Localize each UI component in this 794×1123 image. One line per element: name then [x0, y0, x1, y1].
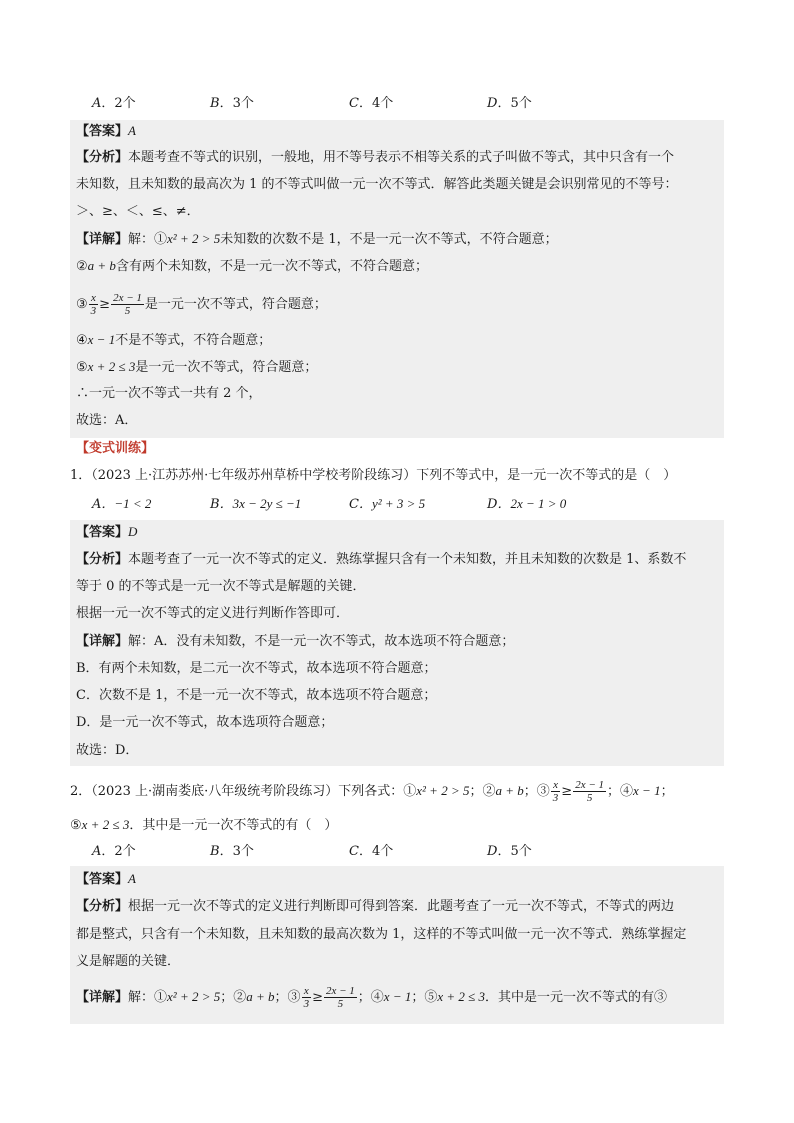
q1-detail-line-3: C．次数不是 1，不是一元一次不等式，故本选项不符合题意； — [76, 688, 437, 703]
q1-answer-line: 【答案】D — [76, 524, 138, 540]
fraction: $\frac{2x - 1}{5}$ — [113, 292, 142, 317]
option-d: D．5个 — [487, 96, 532, 111]
q2-analysis-line-1: 【分析】根据一元一次不等式的定义进行判断即可得到答案．此题考查了一元一次不等式，不等式的两边 — [76, 899, 675, 914]
q2-analysis-line-2: 都是整式，只含有一个未知数，且未知数的最高次数为 1，这样的不等式叫做一元一次不等式．熟练掌握定 — [76, 927, 687, 942]
question-2-stem-line-1: 2．（2023 上·湖南娄底·八年级统考阶段练习）下列各式：①x² + 2 > 5；②a + b；③ $\frac{x}{3}$ ≥ $\frac{2x - 1}{5}$ ；④x − 1； — [70, 779, 674, 804]
fraction: $\frac{x}{3}$ — [90, 292, 97, 317]
detail-line-5: ⑤x + 2 ≤ 3是一元一次不等式，符合题意； — [76, 359, 318, 375]
fraction: $\frac{x}{3}$ — [303, 985, 310, 1010]
option-a: A．2个 — [92, 96, 136, 111]
detail-line-2: ②a + b含有两个未知数，不是一元一次不等式，不符合题意； — [76, 258, 428, 274]
question-1-stem: 1．（2023 上·江苏苏州·七年级苏州草桥中学校考阶段练习）下列不等式中，是一元一次不等式的是（ ） — [70, 468, 677, 483]
q2-analysis-line-3: 义是解题的关键． — [76, 954, 181, 969]
section-title: 【变式训练】 — [76, 441, 155, 456]
fraction: $\frac{2x - 1}{5}$ — [325, 985, 355, 1010]
detail-line-4: ④x − 1不是不等式，不符合题意； — [76, 332, 272, 348]
q1-option-c: C．y² + 3 > 5 — [349, 496, 426, 512]
q2-option-b: B．3个 — [210, 844, 254, 859]
q2-option-d: D．5个 — [487, 844, 532, 859]
q1-detail-line-1: 【详解】解：A．没有未知数，不是一元一次不等式，故本选项不符合题意； — [76, 634, 515, 649]
q1-detail-line-4: D．是一元一次不等式，故本选项符合题意； — [76, 715, 334, 730]
detail-line-3: ③ $\frac{x}{3}$ ≥ $\frac{2x - 1}{5}$ 是一元一次不等式，符合题意； — [76, 292, 327, 317]
q2-option-c: C．4个 — [349, 844, 394, 859]
q1-detail-line-2: B．有两个未知数，是二元一次不等式，故本选项不符合题意； — [76, 661, 437, 676]
option-b: B．3个 — [210, 96, 254, 111]
q1-analysis-line-2: 等于 0 的不等式是一元一次不等式是解题的关键． — [76, 579, 366, 594]
option-c: C．4个 — [349, 96, 394, 111]
q1-analysis-line-1: 【分析】本题考查了一元一次不等式的定义．熟练掌握只含有一个未知数，并且未知数的次数是 1、系数不 — [76, 552, 687, 567]
detail-line-6: ∴一元一次不等式一共有 2 个， — [76, 386, 262, 401]
analysis-line-3: ＞、≥、＜、≤、≠． — [76, 204, 200, 219]
detail-line-1: 【详解】解：①x² + 2 > 5未知数的次数不是 1，不是一元一次不等式，不符合题意； — [76, 231, 558, 247]
analysis-line-2: 未知数，且未知数的最高次为 1 的不等式叫做一元一次不等式．解答此类题关键是会识别常见的不等号： — [76, 177, 678, 192]
q1-option-d: D．2x − 1 > 0 — [487, 496, 567, 512]
q1-option-b: B．3x − 2y ≤ −1 — [210, 496, 302, 512]
q2-answer-line: 【答案】A — [76, 871, 136, 887]
q1-option-a: A．−1 < 2 — [92, 496, 152, 512]
analysis-line-1: 【分析】本题考查不等式的识别，一般地，用不等号表示不相等关系的式子叫做不等式，其中只含有一个 — [76, 150, 675, 165]
fraction: $\frac{x}{3}$ — [552, 779, 559, 804]
q2-option-a: A．2个 — [92, 844, 136, 859]
q1-detail-line-5: 故选：D． — [76, 743, 139, 758]
question-2-stem-line-2: ⑤x + 2 ≤ 3．其中是一元一次不等式的有（ ） — [70, 817, 338, 833]
answer-line: 【答案】A — [76, 123, 136, 139]
fraction: $\frac{2x - 1}{5}$ — [575, 779, 605, 804]
q2-detail-line-1: 【详解】解：①x² + 2 > 5；②a + b；③ $\frac{x}{3}$ ≥ $\frac{2x - 1}{5}$ ；④x − 1；⑤x + 2 ≤ 3．其中是一元一次不等式的有③ — [76, 985, 668, 1010]
detail-line-7: 故选：A． — [76, 413, 138, 428]
q1-analysis-line-3: 根据一元一次不等式的定义进行判断作答即可． — [76, 606, 350, 621]
